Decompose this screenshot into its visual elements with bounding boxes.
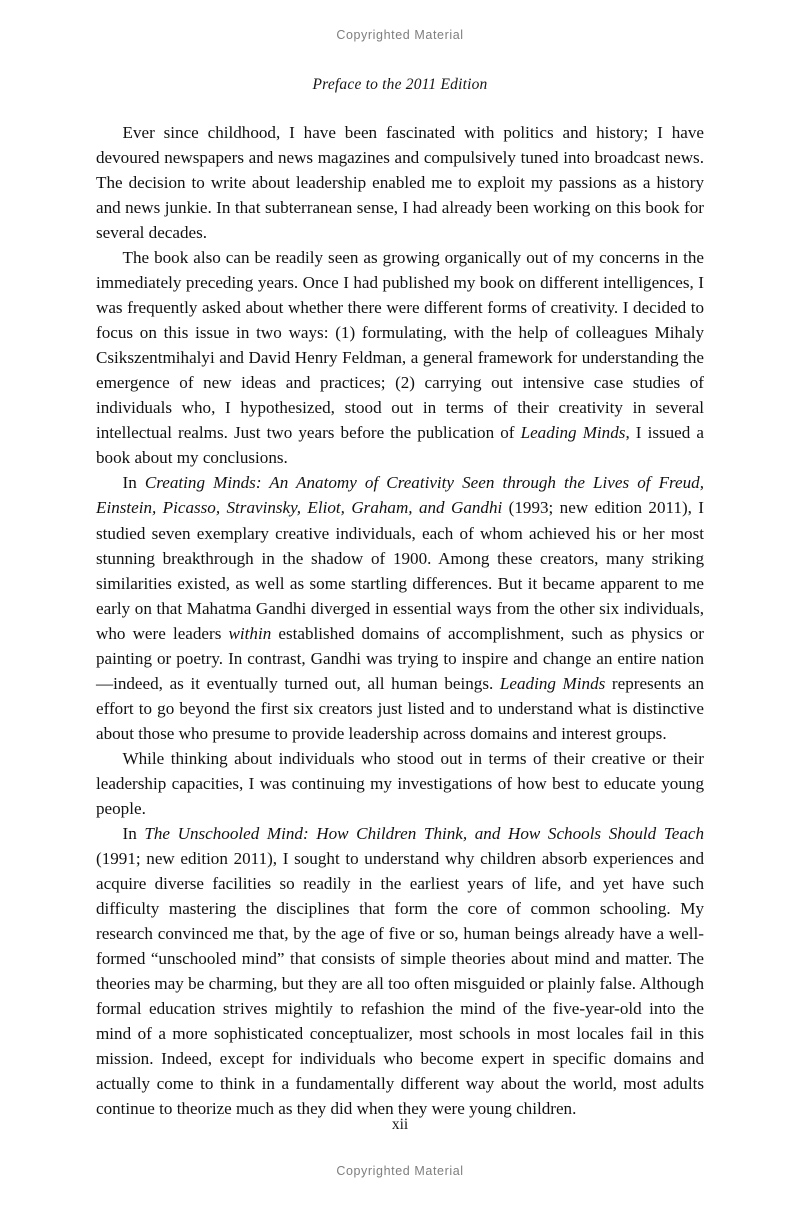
watermark-top: Copyrighted Material	[336, 28, 464, 42]
paragraph-3	[96, 470, 704, 745]
title-unschooled-mind: The Unschooled Mind: How Children Think, and How Schools Should Teach	[144, 823, 705, 843]
paragraph-3-a: (1993; new edition 2011), I studied seven exemplary creative individuals, each of whom achieved his or her most stunning breakthrough in the shadow of 1900. Among these creators, many striking similarities existed, as well as some startling differences. But it became apparent to me early on that Mahatma Gandhi diverged in essential ways from the other six individuals, who were leaders	[96, 498, 704, 643]
title-leading-minds-2: Leading Minds	[499, 673, 606, 693]
paragraph-5-lead: In	[122, 823, 145, 843]
paragraph-1: Ever since childhood, I have been fascinated with politics and history; I have devoured newspapers and news magazines and compulsively tuned into broadcast news. The decision to write about leadership enabled me to exploit my passions as a history and news junkie. In that subterranean sense, I had already been working on this book for several decades.	[96, 123, 704, 243]
paragraph-5	[96, 821, 704, 1121]
paragraph-3-c: represents an effort to go beyond the first six creators just listed and to understand what is distinctive about those who presume to provide leadership across domains and interest groups.	[96, 673, 704, 743]
title-leading-minds: Leading Minds	[520, 423, 626, 443]
running-head: Preface to the 2011 Edition	[312, 76, 488, 93]
title-creating-minds: Creating Minds: An Anatomy of Creativity Seen through the Lives of Freud, Einstein, Picasso, Stravinsky, Eliot, Graham, and Gandhi	[96, 473, 705, 518]
paragraph-2	[96, 245, 704, 470]
page-number: xii	[391, 1116, 409, 1133]
paragraph-2-text: The book also can be readily seen as growing organically out of my concerns in the immediately preceding years. Once I had published my book on different intelligences, I was frequently asked about whether there were different forms of creativity. I decided to focus on this issue in two ways: (1) formulating, with the help of colleagues Mihaly Csikszentmihalyi and David Henry Feldman, a general framework for understanding the emergence of new ideas and practices; (2) carrying out intensive case studies of individuals who, I hypothesized, stood out in terms of their creativity in several intellectual realms. Just two years before the publication of	[96, 248, 704, 443]
paragraph-4: While thinking about individuals who stood out in terms of their creative or their leadership capacities, I was continuing my investigations of how best to educate young people.	[96, 748, 704, 818]
paragraph-2-tail: , I issued a book about my conclusions.	[96, 423, 704, 468]
emphasis-within: within	[228, 623, 272, 643]
paragraph-5-tail: (1991; new edition 2011), I sought to understand why children absorb experiences and acquire diverse facilities so readily in the earliest years of life, and yet have such difficulty mastering the disciplines that form the core of common schooling. My research convinced me that, by the age of five or so, human beings already have a well-formed “unschooled mind” that consists of simple theories about mind and matter. The theories may be charming, but they are all too often misguided or plainly false. Although formal education strives mightily to refashion the mind of the five-year-old into the mind of a more sophisticated conceptualizer, most schools in most locales fail in this mission. Indeed, except for individuals who become expert in specific domains and actually come to think in a fundamentally different way about the world, most adults continue to theorize much as they did when they were young children.	[96, 848, 704, 1119]
paragraph-3-b: established domains of accomplishment, such as physics or painting or poetry. In contrast, Gandhi was trying to inspire and change an entire nation—indeed, as it eventually turned out, all human beings.	[96, 623, 704, 693]
body-text	[96, 120, 704, 1121]
paragraph-3-lead: In	[122, 473, 145, 493]
watermark-bottom: Copyrighted Material	[336, 1164, 464, 1178]
